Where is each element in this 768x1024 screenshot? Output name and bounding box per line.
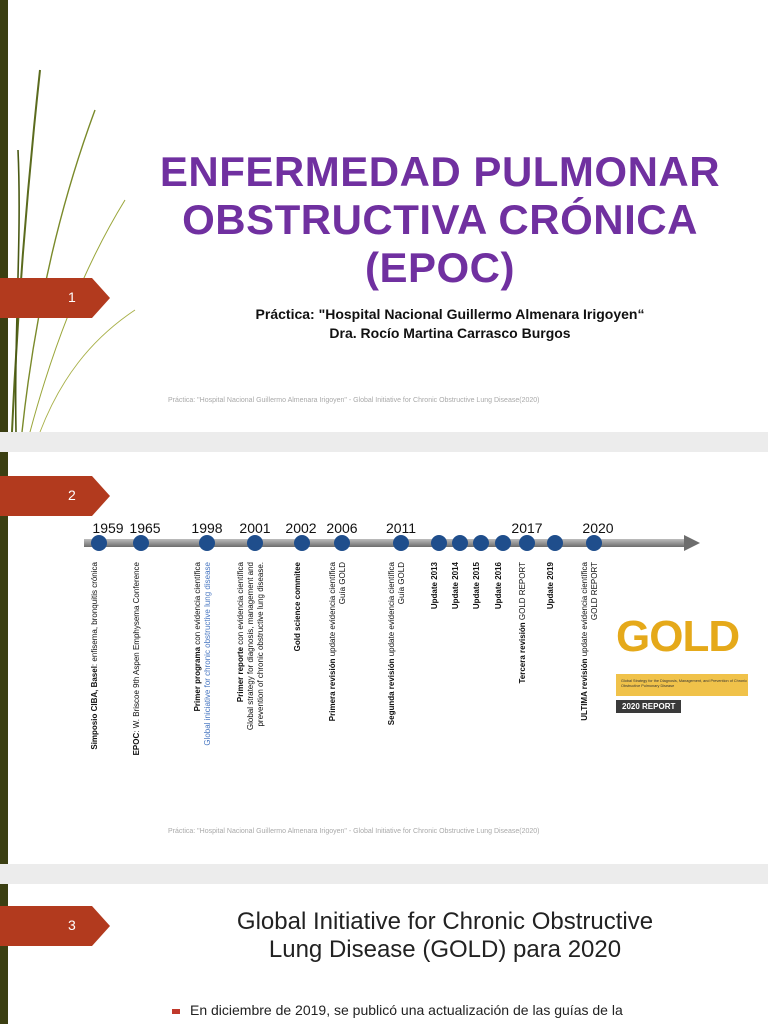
slide-title	[150, 908, 740, 964]
timeline-event-text: ULTIMA revisión update evidencia científica	[580, 562, 589, 721]
timeline-event-text: Update 2014	[451, 562, 460, 610]
slide-number: 2	[68, 487, 76, 503]
timeline-event-text: Tercera revisión GOLD REPORT	[518, 562, 527, 684]
title-line: ENFERMEDAD PULMONAR	[159, 148, 721, 195]
timeline-dot	[294, 535, 310, 551]
bullet-marker-icon	[172, 1009, 180, 1014]
timeline-event-text: Guía GOLD	[338, 562, 347, 605]
timeline-event-text: Segunda revisión update evidencia científica	[387, 562, 396, 726]
gold-logo-text: GOLD	[616, 612, 740, 661]
timeline-year-label: 1965	[129, 520, 161, 536]
slide-subtitle	[200, 305, 700, 343]
timeline-dot	[547, 535, 563, 551]
timeline-year-label: 1998	[191, 520, 223, 536]
title-line: OBSTRUCTIVA CRÓNICA	[182, 196, 698, 243]
slide-3[interactable]	[0, 884, 768, 1024]
timeline-dot	[247, 535, 263, 551]
gold-logo-band	[616, 674, 748, 696]
timeline-event-text: Gold science commitee	[293, 562, 302, 652]
timeline-year-label: 2017	[511, 520, 543, 536]
slide-1[interactable]	[0, 0, 768, 432]
timeline-dot	[91, 535, 107, 551]
gold-report-logo	[616, 612, 748, 714]
subtitle-practice: Práctica: "Hospital Nacional Guillermo Almenara Irigoyen“	[255, 306, 645, 322]
timeline-event-text: Primera revisión update evidencia científica	[328, 562, 337, 722]
subtitle-author: Dra. Rocío Martina Carrasco Burgos	[329, 325, 571, 341]
timeline-dot	[495, 535, 511, 551]
timeline-year-label: 2002	[285, 520, 317, 536]
bullet-item	[172, 1002, 623, 1018]
timeline-event-text: Update 2013	[430, 562, 439, 610]
timeline-event-text: Primer reporte con evidencia científica	[236, 562, 245, 703]
timeline-event-text: Update 2015	[472, 562, 481, 610]
timeline-year-label: 2011	[385, 520, 417, 536]
title-line: Lung Disease (GOLD) para 2020	[268, 936, 622, 963]
bullet-text: En diciembre de 2019, se publicó una actualización de las guías de la	[190, 1002, 623, 1018]
grass-decoration-icon	[0, 0, 150, 432]
timeline-year-label: 1959	[92, 520, 124, 536]
title-line: (EPOC)	[365, 244, 515, 291]
slide-number: 3	[68, 917, 76, 933]
title-line: Global Initiative for Chronic Obstructive	[236, 908, 654, 935]
timeline-event-text: GOLD REPORT	[590, 562, 599, 621]
timeline-event-text: prevention of chronic obstructive lung disease.	[256, 562, 265, 727]
timeline-event-text: Guía GOLD	[397, 562, 406, 605]
timeline-dot	[431, 535, 447, 551]
timeline-year-label: 2001	[239, 520, 271, 536]
timeline-dot	[586, 535, 602, 551]
slide-footer: Práctica: "Hospital Nacional Guillermo Almenara Irigoyen" - Global Initiative for Chronic Obstructive Lung Disease(2020)	[168, 828, 540, 835]
timeline-event-text: Update 2016	[494, 562, 503, 610]
timeline-event-text: Global strategy for diagnosis, management and	[246, 562, 255, 731]
slide-2[interactable]	[0, 452, 768, 864]
slide-left-stripe	[0, 884, 8, 1024]
timeline-dot	[334, 535, 350, 551]
timeline-event-text: Update 2019	[546, 562, 555, 610]
timeline-year-label: 2020	[582, 520, 614, 536]
timeline-event-text: Primer programa con evidencia científica	[193, 562, 202, 712]
slide-title	[140, 148, 740, 292]
timeline-dot	[473, 535, 489, 551]
slide-number: 1	[68, 289, 76, 305]
slide-footer: Práctica: "Hospital Nacional Guillermo Almenara Irigoyen" - Global Initiative for Chronic Obstructive Lung Disease(2020)	[168, 397, 540, 404]
gold-report-badge: 2020 REPORT	[616, 700, 681, 713]
timeline-dot	[393, 535, 409, 551]
timeline-event-text: EPOC: W. Briscoe 9th Aspen Emphysema Conference	[132, 562, 141, 756]
timeline-dot	[519, 535, 535, 551]
timeline-dot	[452, 535, 468, 551]
timeline-dot	[133, 535, 149, 551]
timeline-event-text: Global iniciative for chronic obstructive lung disease	[203, 562, 212, 746]
timeline-event-text: Simposio CIBA, Basel: enfisema, bronquitis crónica	[90, 562, 99, 750]
timeline-arrowhead-icon	[684, 535, 700, 551]
timeline-dot	[199, 535, 215, 551]
timeline-year-label: 2006	[326, 520, 358, 536]
gold-logo-tagline: Global Strategy for the Diagnosis, Management, and Prevention of Chronic Obstructive Pulmonary Disease	[621, 679, 747, 688]
